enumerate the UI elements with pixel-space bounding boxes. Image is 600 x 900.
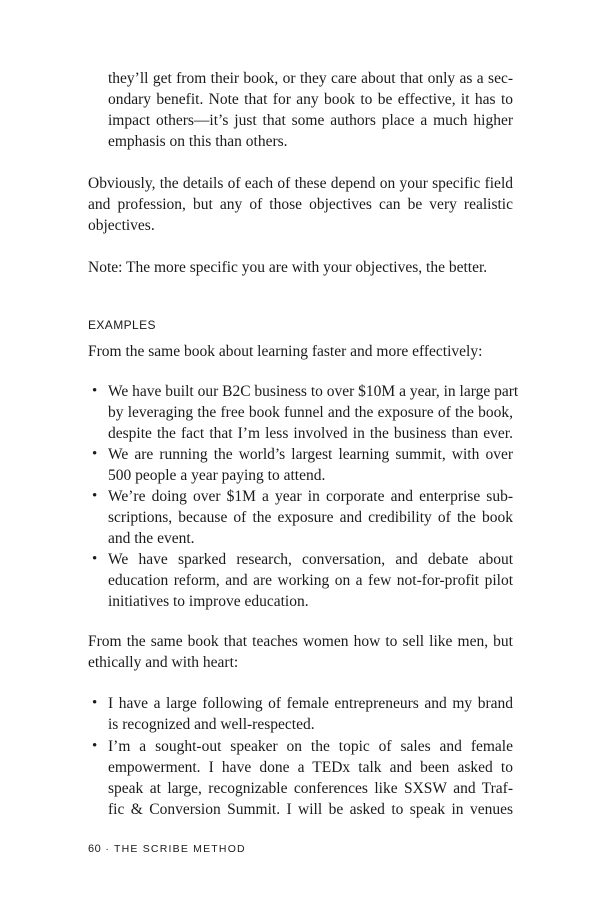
text-line: scriptions, because of the exposure and credibility of the book [108, 509, 513, 526]
text-line: emphasis on this than others. [108, 133, 288, 150]
text-line: From the same book that teaches women how to sell like men, but [88, 633, 513, 650]
text-line: they’ll get from their book, or they care about that only as a sec- [108, 70, 513, 87]
bullet-marker: • [92, 488, 98, 504]
text-line: empowerment. I have done a TEDx talk and been asked to [108, 759, 513, 776]
text-line: ondary benefit. Note that for any book to be effective, it has to [108, 91, 513, 108]
text-line: ethically and with heart: [88, 654, 239, 671]
text-line: is recognized and well-respected. [108, 716, 315, 733]
bullet-marker: • [92, 446, 98, 462]
text-line: and the event. [108, 530, 195, 547]
text-line: and profession, but any of those objectives can be very realistic [88, 196, 513, 213]
page-number: 60 [88, 843, 102, 855]
book-title: THE SCRIBE METHOD [114, 843, 246, 855]
text-line: initiatives to improve education. [108, 593, 309, 610]
text-line: I have a large following of female entrepreneurs and my brand [108, 695, 513, 712]
text-line: by leveraging the free book funnel and the exposure of the book, [108, 404, 513, 421]
bullet-marker: • [92, 383, 98, 399]
example1-intro: From the same book about learning faster and more effectively: [88, 343, 483, 360]
note-paragraph: Note: The more specific you are with your objectives, the better. [88, 259, 488, 276]
text-line: We have built our B2C business to over $10M a year, in large part [108, 383, 519, 400]
text-line: education reform, and are working on a few not-for-profit pilot [108, 572, 513, 589]
bullet-marker: • [92, 551, 98, 567]
bullet-marker: • [92, 695, 98, 711]
text-line: objectives. [88, 217, 155, 234]
text-line: 500 people a year paying to attend. [108, 467, 326, 484]
bullet-marker: • [92, 738, 98, 754]
footer-separator: · [105, 843, 111, 855]
text-line: fic & Conversion Summit. I will be asked to speak in venues [108, 801, 513, 818]
text-line: We are running the world’s largest learning summit, with over [108, 446, 513, 463]
text-line: We’re doing over $1M a year in corporate and enterprise sub- [108, 488, 513, 505]
text-line: despite the fact that I’m less involved in the business than ever. [108, 425, 513, 442]
text-line: I’m a sought-out speaker on the topic of sales and female [108, 738, 513, 755]
text-line: Obviously, the details of each of these depend on your specific field [88, 175, 513, 192]
text-line: impact others—it’s just that some authors place a much higher [108, 112, 513, 129]
text-line: We have sparked research, conversation, and debate about [108, 551, 513, 568]
page-footer [88, 842, 246, 856]
text-line: speak at large, recognizable conferences like SXSW and Traf- [108, 780, 513, 797]
examples-heading: EXAMPLES [88, 318, 156, 332]
